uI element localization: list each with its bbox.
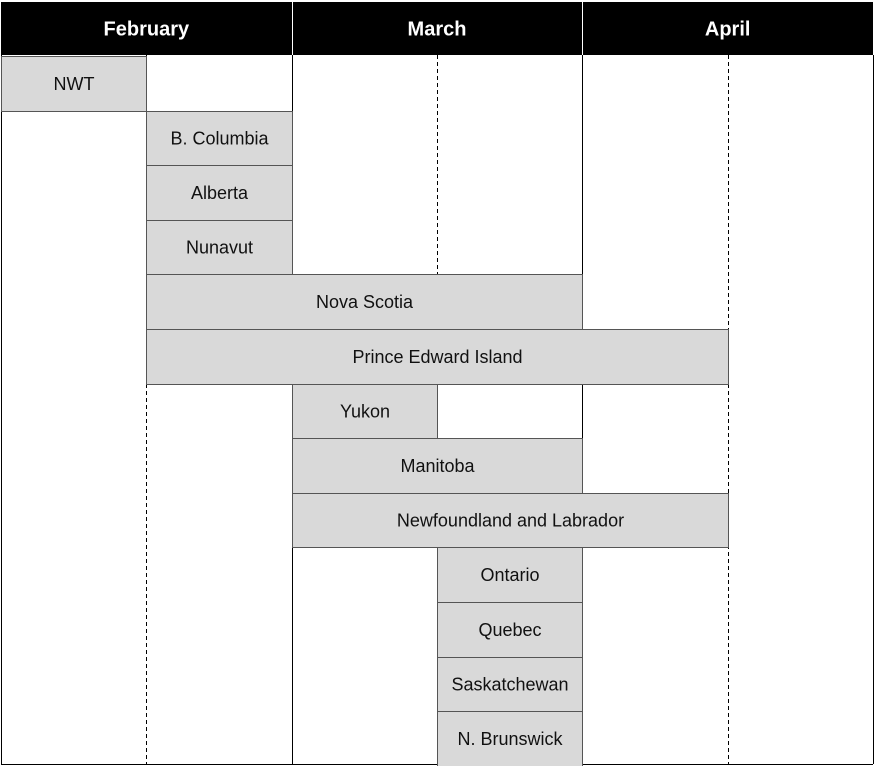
bar-label: Newfoundland and Labrador: [396, 510, 625, 531]
month-label: February: [103, 18, 190, 41]
bar-label: Yukon: [339, 401, 391, 422]
bar-label: Nunavut: [185, 237, 254, 258]
bar-label: Alberta: [190, 183, 249, 203]
bars: [2, 57, 729, 766]
bar-label: Quebec: [478, 620, 542, 640]
bar-label: Nova Scotia: [315, 292, 414, 312]
month-header: [1, 2, 873, 55]
bar-label: Saskatchewan: [451, 674, 569, 695]
bar-label: Ontario: [480, 565, 540, 585]
bar-label: Manitoba: [400, 456, 475, 476]
bar-label: N. Brunswick: [457, 729, 563, 749]
bar-label: NWT: [53, 74, 95, 94]
month-label: April: [704, 18, 751, 41]
month-label: March: [407, 18, 467, 41]
bar-label: Prince Edward Island: [352, 347, 523, 367]
bar-label: B. Columbia: [170, 128, 269, 149]
